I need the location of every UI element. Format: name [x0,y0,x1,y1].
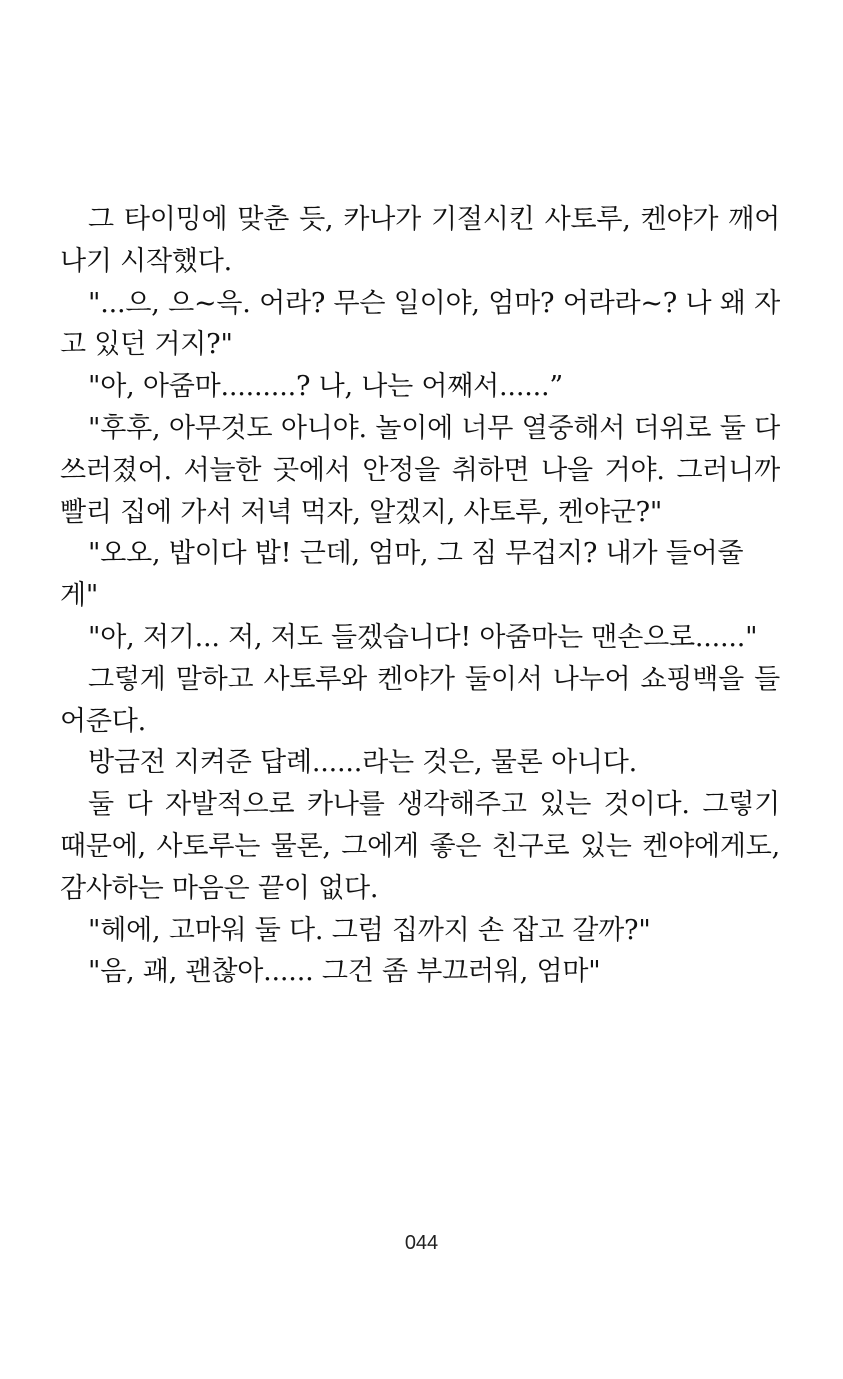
dialogue-paragraph: "아, 저기... 저, 저도 들겠습니다! 아줌마는 맨손으로......" [88,621,758,653]
body-text [60,199,780,993]
paragraph: 둘 다 자발적으로 카나를 생각해주고 있는 것이다. 그렇기 때문에, 사토루는 물론, 그에게 좋은 친구로 있는 켄야에게도, 감사하는 마음은 끝이 없다. [60,789,780,904]
dialogue-paragraph: "음, 괘, 괜찮아...... 그건 좀 부끄러워, 엄마" [88,956,601,988]
dialogue-paragraph: "오오, 밥이다 밥! 근데, 엄마, 그 짐 무겁지? 내가 들어줄게" [60,538,744,612]
dialogue-paragraph: "헤에, 고마워 둘 다. 그럼 집까지 손 잡고 갈까?" [88,914,651,946]
paragraph: 그 타이밍에 맞춘 듯, 카나가 기절시킨 사토루, 켄야가 깨어나기 시작했다. [60,204,780,277]
dialogue-paragraph: "...으, 으~윽. 어라? 무슨 일이야, 엄마? 어라라~? 나 왜 자고 있던 거지?" [60,287,780,361]
dialogue-paragraph: "아, 아줌마.........? 나, 나는 어째서......” [88,371,563,403]
paragraph: 방금전 지켜준 답례......라는 것은, 물론 아니다. [88,747,637,779]
dialogue-paragraph: "후후, 아무것도 아니야. 놀이에 너무 열중해서 더위로 둘 다 쓰러졌어. 서늘한 곳에서 안정을 취하면 나을 거야. 그러니까 빨리 집에 가서 저녁 먹자, 알겠지, 사토루, 켄야군?" [60,412,780,528]
page-number: 044 [404,1232,439,1254]
paragraph: 그렇게 말하고 사토루와 켄야가 둘이서 나누어 쇼핑백을 들어준다. [60,663,780,737]
